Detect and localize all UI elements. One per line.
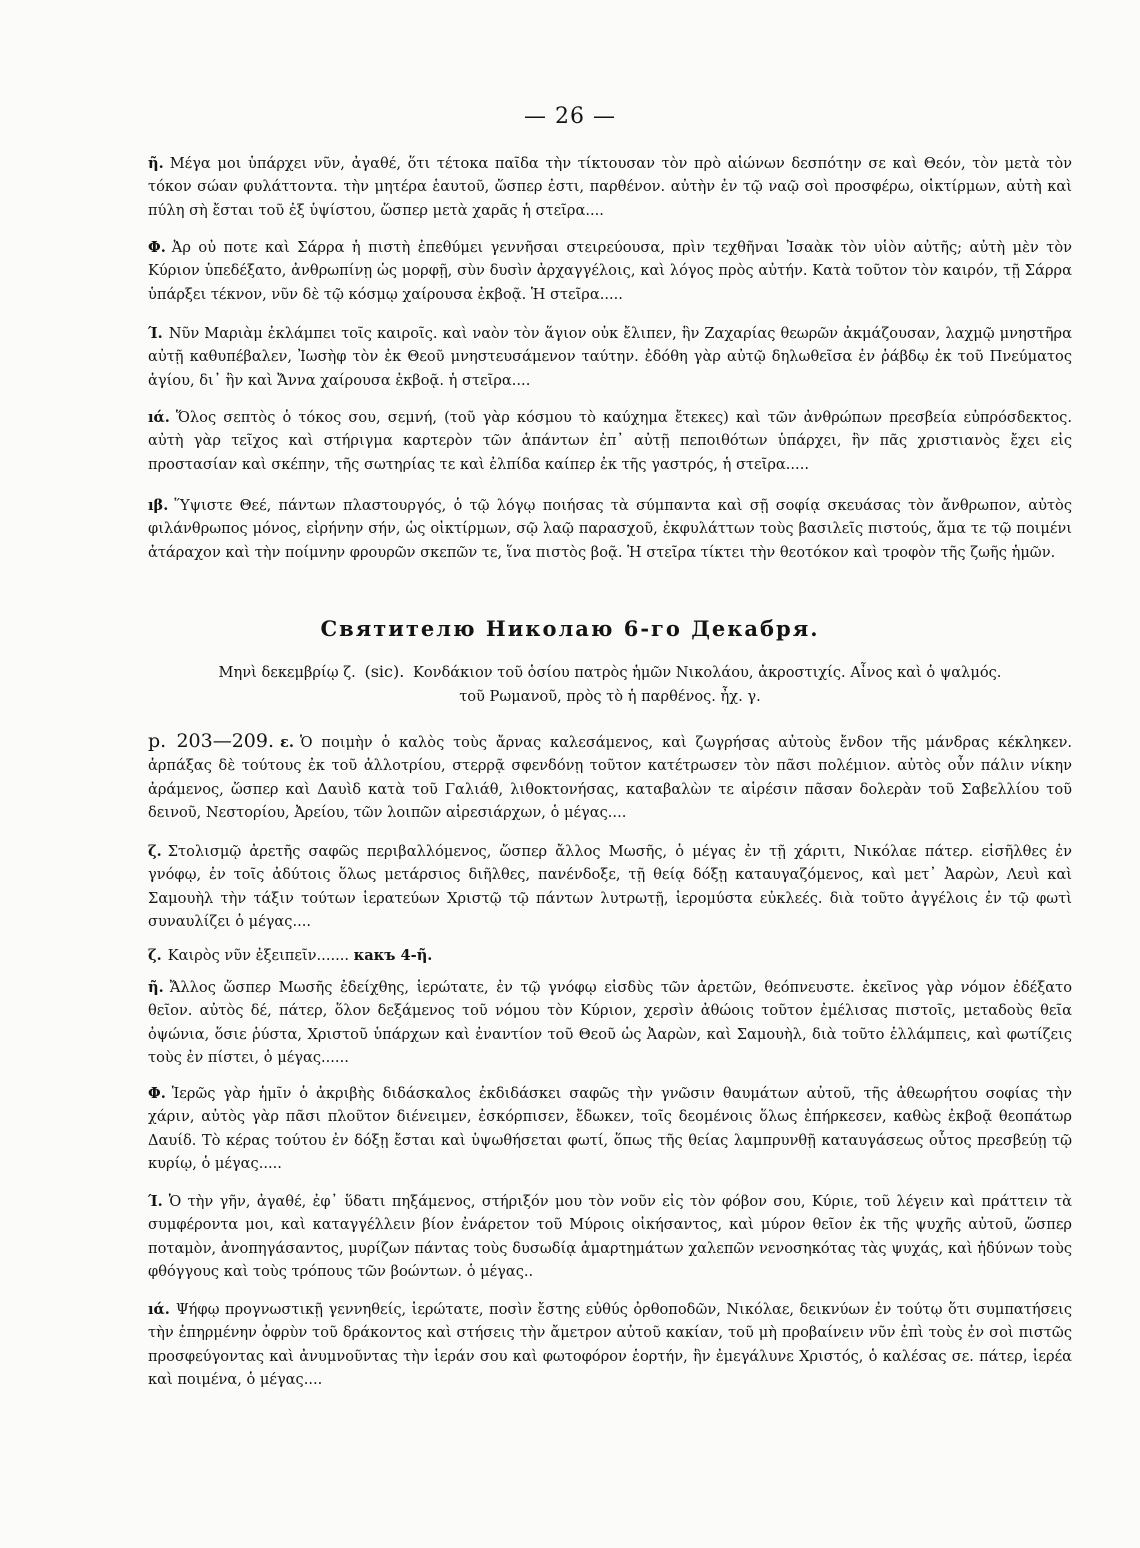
bottom-paragraph-3 (148, 944, 1072, 967)
page-number: — 26 — (524, 104, 616, 129)
page-reference: p. 203—209. (148, 730, 275, 752)
subtitle-month: Μηνὶ δεκεμβρίῳ ζ. (218, 664, 356, 681)
top-paragraph-2 (148, 236, 1072, 306)
paragraph-marker: ε. (280, 734, 294, 751)
subtitle-kontakion: Κονδάκιον τοῦ ὁσίου πατρὸς ἡμῶν Νικολάου, ἀκροστιχίς. Αἶνος καὶ ὁ ψαλμός. (412, 664, 1002, 681)
section-title: Святителю Николаю 6-го Декабря. (320, 616, 820, 641)
paragraph-text: Μέγα μοι ὑπάρχει νῦν, ἀγαθέ, ὅτι τέτοκα παῖδα τὴν τίκτουσαν τὸν πρὸ αἰώνων δεσπότην σε καὶ Θεόν, τὸν μετὰ τὸν τόκον σώαν φυλάττοντα. τὴν μητέρα ἑαυτοῦ, ὥσπερ ἐστι, παρθένον. αὐτὴν ἐν τῷ ναῷ σοὶ προσφέρω, οἰκτίρμων, αὐτὴ καὶ πύλη σὴ ἔσται τοῦ ἐξ ὑψίστου, ὥσπερ μετὰ χαρᾶς ἡ στεῖρα.... (148, 155, 1072, 219)
paragraph-marker: ıβ. (148, 497, 169, 514)
paragraph-marker: ζ. (148, 947, 162, 964)
top-paragraph-5 (148, 494, 1072, 564)
paragraph-marker: Φ. (148, 1085, 166, 1102)
paragraph-text: Καιρὸς νῦν ἐξειπεῖν....... (167, 947, 350, 964)
paragraph-text: Ὁ ποιμὴν ὁ καλὸς τοὺς ἄρνας καλεσάμενος, καὶ ζωγρήσας αὐτοὺς ἔνδον τῆς μάνδρας κέκληκεν. ἁρπάξας δὲ τούτους ἐκ τοῦ ἀλλοτρίου, στερρᾷ σφενδόνῃ τοῦτον κατέτρωσεν τὸν πᾶσι πολέμιον. αὐτὸς οὖν πάλιν νίκην ἀράμενος, ὥσπερ καὶ Δαυὶδ κατὰ τοῦ Γαλιάθ, λιθοκτονήσας, καταβαλὼν τε αἱρέσιν πᾶσαν δολερὰν τοῦ Σαβελλίου τοῦ δεινοῦ, Νεστορίου, Ἀρείου, τῶν λοιπῶν αἱρεσιάρχων, ὁ μέγας.... (148, 734, 1072, 822)
paragraph-text: Ὅλος σεπτὸς ὁ τόκος σου, σεμνή, (τοῦ γὰρ κόσμου τὸ καύχημα ἔτεκες) καὶ τῶν ἀνθρώπων πρεσβεία εὐπρόσδεκτος. αὐτὴ γὰρ τεῖχος καὶ στήριγμα καρτερὸν τῶν ἁπάντων ἐπ᾽ αὐτῇ πεποιθότων ὑπάρχει, ἣν πᾶς χριστιανὸς ἔχει εἰς προστασίαν καὶ σκέπην, τῆς σωτηρίας τε καὶ ἐλπίδα καίπερ ἐκ τῆς γαστρός, ἡ στεῖρα..... (148, 409, 1072, 473)
paragraph-text: Ἱερῶς γὰρ ἡμῖν ὁ ἀκριβὴς διδάσκαλος ἐκδιδάσκει σαφῶς τὴν γνῶσιν θαυμάτων αὐτοῦ, τῆς ἀθεωρήτου σοφίας τὴν χάριν, αὐτὸς γὰρ πᾶσι πλοῦτον διένειμεν, ἐσκόρπισεν, ἔδωκεν, τοῖς δεομένοις ὅλως ἐπήρκεσεν, καθὼς ἐκβοᾷ θεοπάτωρ Δαυίδ. Τὸ κέρας τούτου ἐν δόξῃ ἔσται καὶ ὑψωθήσεται φωτί, ὅπως τῆς θείας λαμπρυνθῇ καταυγάσεως οὗτος πρεσβεύῃ τῷ κυρίῳ, ὁ μέγας..... (148, 1085, 1072, 1173)
section-subtitle (148, 660, 1072, 709)
top-paragraph-3 (148, 322, 1072, 392)
subtitle-sic: (sic). (364, 662, 405, 681)
paragraph-marker: ζ. (148, 843, 162, 860)
paragraph-text: Νῦν Μαριὰμ ἐκλάμπει τοῖς καιροῖς. καὶ ναὸν τὸν ἅγιον οὐκ ἔλιπεν, ἣν Ζαχαρίας θεωρῶν ἀκμάζουσαν, λαχμῷ μνηστῆρα αὐτῇ καθυπέβαλεν, Ἰωσὴφ τὸν ἐκ Θεοῦ μνηστευσάμενον ταύτην. ἐδόθη γὰρ αὐτῷ δηλωθεῖσα ἐν ῥάβδῳ ἐκ τοῦ Πνεύματος ἁγίου, δι᾽ ἣν καὶ Ἄννα χαίρουσα ἐκβοᾷ. ἡ στεῖρα.... (148, 325, 1072, 389)
paragraph-marker: Φ. (148, 239, 166, 256)
paragraph-text: Ὁ τὴν γῆν, ἀγαθέ, ἐφ᾽ ὕδατι πηξάμενος, στήριξόν μου τὸν νοῦν εἰς τὸν φόβον σου, Κύριε, τοῦ λέγειν καὶ πράττειν τὰ συμφέροντα μοι, καὶ καταγγέλλειν βίον ἐνάρετον τοῦ Μύροις οἰκήσαντος, καὶ μύρον θεῖον ἐκ τῆς ψυχῆς αὐτοῦ, ὥσπερ ποταμὸν, ἀνοπηγάσαντος, μυρίζων πάντας τοὺς δυσωδίᾳ ἁμαρτημάτων χαλεπῶν νενοσηκότας τὰς ψυχάς, καὶ ἡδύνων τοὺς φθόγγους καὶ τοὺς τρόπους τῶν βοώντων. ὁ μέγας.. (148, 1193, 1072, 1281)
subtitle-line-2: τοῦ Ρωμανοῦ, πρὸς τὸ ἡ παρθένος. ἦχ. γ. (459, 688, 761, 705)
top-paragraph-1 (148, 152, 1072, 222)
bottom-paragraph-4 (148, 976, 1072, 1070)
paragraph-tail: какъ 4-ῆ. (353, 947, 433, 964)
paragraph-text: Στολισμῷ ἀρετῆς σαφῶς περιβαλλόμενος, ὥσπερ ἄλλος Μωσῆς, ὁ μέγας ἐν τῇ χάριτι, Νικόλαε πάτερ. εἰσῆλθες ἐν γνόφῳ, ἐν τοῖς ἀδύτοις ὅλως μετάρσιος διῆλθες, πανένδοξε, τῇ θείᾳ δόξῃ καταυγαζόμενος, καὶ μετ᾽ Ἀαρὼν, Λευὶ καὶ Σαμουὴλ τὴν τάξιν τούτων ἱερατεύων Χριστῷ τῷ πάντων λυτρωτῇ, ἱερομύστα εὐκλεές. διὰ τοῦτο ἀγγέλοις ἐν τῷ φωτὶ συναυλίζει ὁ μέγας.... (148, 843, 1072, 931)
bottom-paragraph-2 (148, 840, 1072, 934)
paragraph-marker: ῆ. (148, 155, 164, 172)
bottom-paragraph-6 (148, 1190, 1072, 1284)
bottom-paragraph-7 (148, 1298, 1072, 1392)
paragraph-text: Ὕψιστε Θεέ, πάντων πλαστουργός, ὁ τῷ λόγῳ ποιήσας τὰ σύμπαντα καὶ σῇ σοφίᾳ σκευάσας τὸν ἄνθρωπον, αὐτὸς φιλάνθρωπος μόνος, εἰρήνην σήν, ὡς οἰκτίρμων, σῷ λαῷ παρασχοῦ, ἐκφυλάττων τοὺς βασιλεῖς πιστούς, ἅμα τε τῷ ποιμένι ἀτάραχον καὶ τὴν ποίμνην φρουρῶν σκεπῶν τε, ἵνα πιστὸς βοᾷ. Ἡ στεῖρα τίκτει τὴν θεοτόκον καὶ τροφὸν τῆς ζωῆς ἡμῶν. (148, 497, 1072, 561)
top-paragraph-4 (148, 406, 1072, 476)
bottom-paragraph-5 (148, 1082, 1072, 1176)
paragraph-text: Ἀρ οὐ ποτε καὶ Σάρρα ἡ πιστὴ ἐπεθύμει γεννῆσαι στειρεύουσα, πρὶν τεχθῆναι Ἰσαὰκ τὸν υἱὸν αὐτῆς; αὐτὴ μὲν τὸν Κύριον ὑπεδέξατο, ἀνθρωπίνῃ ὡς μορφῇ, σὺν δυσὶν ἀρχαγγέλοις, καὶ λόγος πρὸς αὐτήν. Κατὰ τοῦτον τὸν καιρόν, τῇ Σάρρα ὑπάρξει τέκνον, νῦν δὲ τῷ κόσμῳ χαίρουσα ἐκβοᾷ. Ἡ στεῖρα..... (148, 239, 1072, 303)
paragraph-text: Ἄλλος ὥσπερ Μωσῆς ἐδείχθης, ἱερώτατε, ἐν τῷ γνόφῳ εἰσδὺς τῶν ἀρετῶν, θεόπνευστε. ἐκεῖνος γὰρ νόμον ἐδέξατο θεῖον. αὐτὸς δέ, πάτερ, ὅλον δεξάμενος τοῦ νόμου τὸν Κύριον, χερσὶν ἀθώοις τοῦτον ἐμέλισας πιστοῖς, μεταδοὺς θεῖα ὀψώνια, ὅσιε ῥύστα, Χριστοῦ ὑπάρχων καὶ ἐναντίον τοῦ Θεοῦ ὡς Ἀαρὼν, καὶ Σαμουὴλ, διὰ τοῦτο ἐλλάμπεις, καὶ φωτίζεις τοὺς ἐν πίστει, ὁ μέγας...... (148, 979, 1072, 1067)
paragraph-marker: ῆ. (148, 979, 164, 996)
paragraph-marker: Ί. (148, 325, 163, 342)
paragraph-text: Ψήφῳ προγνωστικῇ γεννηθείς, ἱερώτατε, ποσὶν ἔστης εὐθύς ὀρθοποδῶν, Νικόλαε, δεικνύων ἐν τούτῳ ὅτι συμπατήσεις τὴν ἐπηρμένην ὀφρὺν τοῦ δράκοντος καὶ στήσεις τὴν ἄμετρον αὐτοῦ κακίαν, τοῦ μὴ προβαίνειν νῦν ἐπὶ τοὺς ἐν σοὶ πιστῶς προσφεύγοντας καὶ ἀνυμνοῦντας τὴν ἱεράν σου καὶ φωτοφόρον ἑορτήν, ἣν ἐμεγάλυνε Χριστός, ὁ καλέσας σε. πάτερ, ἱερέα καὶ ποιμένα, ὁ μέγας.... (148, 1301, 1072, 1389)
bottom-paragraph-1 (148, 730, 1072, 825)
paragraph-marker: Ί. (148, 1193, 163, 1210)
paragraph-marker: ıά. (148, 409, 170, 426)
paragraph-marker: ıά. (148, 1301, 170, 1318)
